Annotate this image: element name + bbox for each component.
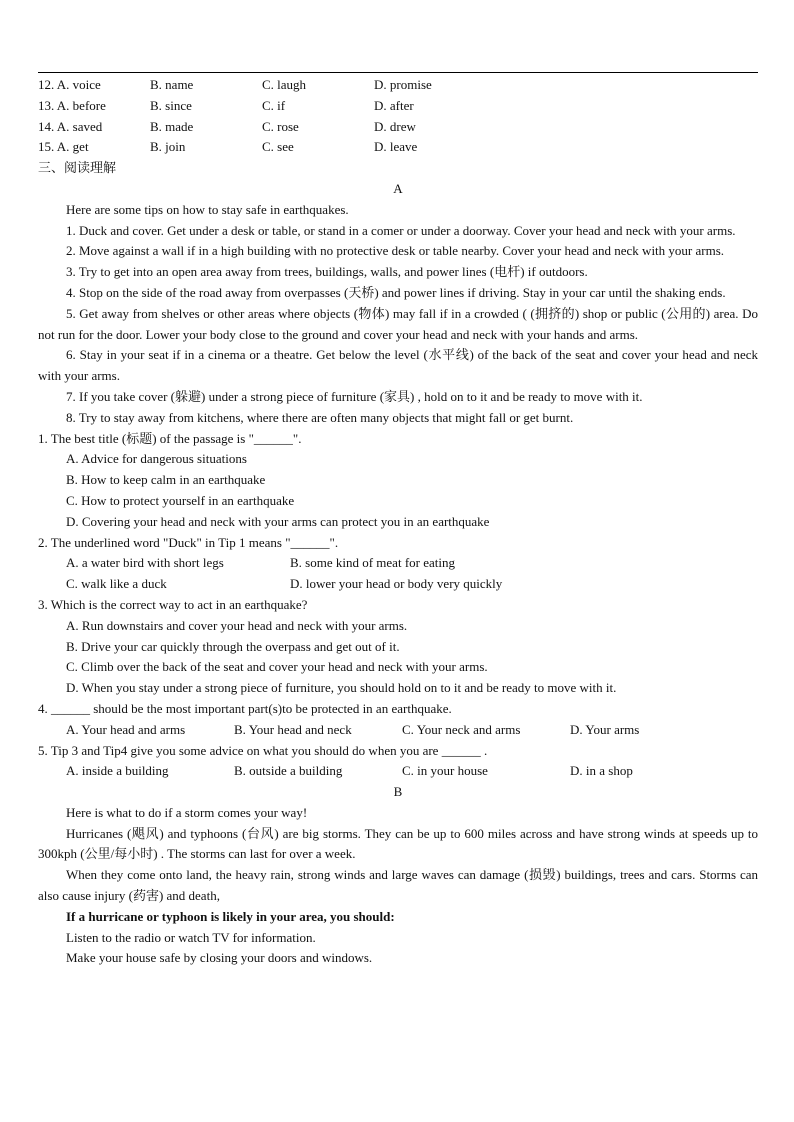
passage-a-label: A xyxy=(393,180,403,196)
question-4-option-d: D. Your arms xyxy=(570,721,640,737)
option-d: D. after xyxy=(374,97,414,113)
question-5-option-a: A. inside a building xyxy=(66,763,169,779)
question-4-option-b: B. Your head and neck xyxy=(234,721,352,737)
option-c: C. see xyxy=(262,139,294,155)
answer-options-row xyxy=(38,137,758,158)
option-b: B. join xyxy=(150,139,186,155)
question-2-option-d: D. lower your head or body very quickly xyxy=(290,576,503,592)
question-3-option-b: B. Drive your car quickly through the overpass and get out of it. xyxy=(66,638,400,654)
question-2-options-row xyxy=(38,574,758,595)
question-2-option-b: B. some kind of meat for eating xyxy=(290,555,455,571)
option-d: D. leave xyxy=(374,139,418,155)
question-4-option-c: C. Your neck and arms xyxy=(402,721,521,737)
option-b: B. name xyxy=(150,77,194,92)
passage-b-paragraph-2: When they come onto land, the heavy rain, strong winds and large waves can damage (损毁) buildings, trees and cars. Storms can also cause injury (药害) and death, xyxy=(38,867,758,904)
tip-5: 5. Get away from shelves or other areas where objects (物体) may fall if in a crowded ( (拥挤的) shop or public (公用的) area. Do not run for the door. Lower your body close to the ground and cover your head and neck with your hands and arms. xyxy=(38,305,758,342)
question-2-options-row xyxy=(38,553,758,574)
question-4-option-a: A. Your head and arms xyxy=(66,721,186,737)
section-heading: 三、阅读理解 xyxy=(38,160,117,176)
option-c: C. if xyxy=(262,97,286,113)
tip-3: 3. Try to get into an open area away from trees, buildings, walls, and power lines (电杆) if outdoors. xyxy=(66,264,588,280)
passage-b-intro: Here is what to do if a storm comes your way! xyxy=(66,804,308,820)
question-1-stem: 1. The best title (标题) of the passage is "______". xyxy=(38,430,302,446)
question-5-option-c: C. in your house xyxy=(402,763,488,779)
question-2-option-a: A. a water bird with short legs xyxy=(66,555,224,571)
tip-1: 1. Duck and cover. Get under a desk or table, or stand in a comer or under a doorway. Cover your head and neck with your arms. xyxy=(66,222,736,238)
option-b: B. since xyxy=(150,97,192,113)
tip-7: 7. If you take cover (躲避) under a strong piece of furniture (家具) , hold on to it and be ready to move with it. xyxy=(66,388,643,404)
question-4-stem: 4. ______ should be the most important part(s)to be protected in an earthquake. xyxy=(38,700,452,716)
question-5-stem: 5. Tip 3 and Tip4 give you some advice on what you should do when you are ______ . xyxy=(38,742,488,758)
option-d: D. promise xyxy=(374,77,432,92)
option-a: 12. A. voice xyxy=(38,77,101,92)
passage-b-advice-2: Make your house safe by closing your doors and windows. xyxy=(66,950,373,966)
passage-b-paragraph-1: Hurricanes (飓风) and typhoons (台风) are big storms. They can be up to 600 miles across and have strong winds at speeds up to 300kph (公里/每小时) . The storms can last for over a week. xyxy=(38,825,758,862)
passage-a-intro: Here are some tips on how to stay safe in earthquakes. xyxy=(66,201,349,217)
question-5-option-d: D. in a shop xyxy=(570,763,633,779)
question-3-option-a: A. Run downstairs and cover your head and neck with your arms. xyxy=(66,617,408,633)
question-3-option-c: C. Climb over the back of the seat and cover your head and neck with your arms. xyxy=(66,659,488,675)
top-rule xyxy=(38,72,758,73)
option-a: 15. A. get xyxy=(38,139,89,155)
option-c: C. rose xyxy=(262,118,299,134)
question-2-stem: 2. The underlined word "Duck" in Tip 1 means "______". xyxy=(38,534,339,550)
tip-2: 2. Move against a wall if in a high building with no protective desk or table nearby. Cover your head and neck with your arms. xyxy=(66,243,725,259)
option-d: D. drew xyxy=(374,118,416,134)
question-1-option-b: B. How to keep calm in an earthquake xyxy=(66,472,266,488)
worksheet-page xyxy=(38,75,758,969)
option-a: 14. A. saved xyxy=(38,118,103,134)
answer-options-row xyxy=(38,75,758,96)
question-4-options-row xyxy=(38,720,758,741)
option-b: B. made xyxy=(150,118,194,134)
passage-b-advice-1: Listen to the radio or watch TV for information. xyxy=(66,929,316,945)
tip-6: 6. Stay in your seat if in a cinema or a theatre. Get below the level (水平线) of the back of the seat and cover your head and neck with your arms. xyxy=(38,347,758,384)
passage-b-bold-heading: If a hurricane or typhoon is likely in your area, you should: xyxy=(66,908,395,924)
question-3-stem: 3. Which is the correct way to act in an earthquake? xyxy=(38,596,308,612)
option-a: 13. A. before xyxy=(38,97,106,113)
option-c: C. laugh xyxy=(262,77,307,92)
question-5-options-row xyxy=(38,761,758,782)
question-3-option-d: D. When you stay under a strong piece of furniture, you should hold on to it and be ready to move with it. xyxy=(66,680,617,696)
question-5-option-b: B. outside a building xyxy=(234,763,343,779)
passage-b-label: B xyxy=(393,784,403,800)
answer-options-row xyxy=(38,96,758,117)
answer-options-row xyxy=(38,117,758,138)
question-1-option-d: D. Covering your head and neck with your arms can protect you in an earthquake xyxy=(66,513,490,529)
question-2-option-c: C. walk like a duck xyxy=(66,576,167,592)
question-1-option-c: C. How to protect yourself in an earthquake xyxy=(66,492,295,508)
tip-8: 8. Try to stay away from kitchens, where there are often many objects that might fall or get burnt. xyxy=(66,409,574,425)
tip-4: 4. Stop on the side of the road away from overpasses (天桥) and power lines if driving. Stay in your car until the shaking ends. xyxy=(66,284,726,300)
question-1-option-a: A. Advice for dangerous situations xyxy=(66,451,247,467)
